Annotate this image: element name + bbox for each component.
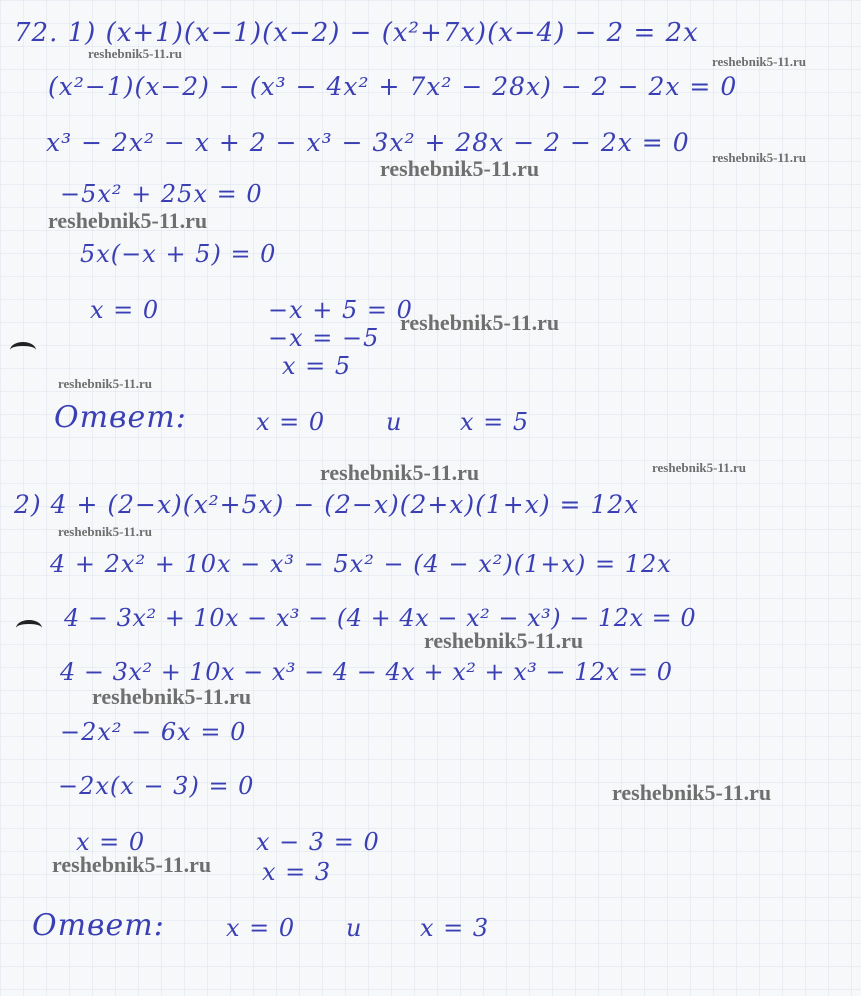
p2-answer-and: и [346, 914, 363, 942]
p1-line-4: −5x² + 25x = 0 [60, 180, 263, 208]
p2-line-1: 2) 4 + (2−x)(x²+5x) − (2−x)(2+x)(1+x) = 12x [14, 490, 640, 519]
p2-line-8: x = 3 [262, 858, 332, 886]
watermark: reshebnik5-11.ru [712, 54, 807, 69]
watermark: reshebnik5-11.ru [48, 208, 208, 233]
p2-line-7b: x − 3 = 0 [256, 828, 380, 856]
p1-line-3: x³ − 2x² − x + 2 − x³ − 3x² + 28x − 2 − 2x = 0 [46, 128, 690, 157]
p1-line-5: 5x(−x + 5) = 0 [80, 240, 277, 268]
margin-mark [10, 342, 36, 358]
watermark: reshebnik5-11.ru [58, 376, 153, 391]
p1-answer-a: x = 0 [256, 408, 326, 436]
p2-line-3: 4 − 3x² + 10x − x³ − (4 + 4x − x² − x³) − 12x = 0 [64, 604, 697, 632]
watermark: reshebnik5-11.ru [612, 780, 772, 805]
watermark: reshebnik5-11.ru [88, 46, 183, 61]
watermark: reshebnik5-11.ru [58, 524, 153, 539]
watermark: reshebnik5-11.ru [424, 628, 584, 653]
watermark: reshebnik5-11.ru [380, 156, 540, 181]
p2-line-4: 4 − 3x² + 10x − x³ − 4 − 4x + x² + x³ − 12x = 0 [60, 658, 673, 686]
watermark: reshebnik5-11.ru [400, 310, 560, 335]
p1-line-6b: −x + 5 = 0 [268, 296, 413, 324]
p2-line-2: 4 + 2x² + 10x − x³ − 5x² − (4 − x²)(1+x) = 12x [50, 550, 672, 578]
p1-line-1: 72. 1) (x+1)(x−1)(x−2) − (x²+7x)(x−4) − 2 = 2x [14, 18, 699, 48]
watermark: reshebnik5-11.ru [712, 150, 807, 165]
p2-answer-a: x = 0 [226, 914, 296, 942]
p1-line-2: (x²−1)(x−2) − (x³ − 4x² + 7x² − 28x) − 2 − 2x = 0 [48, 72, 738, 101]
p1-answer-and: и [386, 408, 403, 436]
p1-answer-b: x = 5 [460, 408, 530, 436]
p2-answer-label: Ответ: [32, 908, 165, 943]
margin-mark [16, 620, 42, 636]
p2-line-7a: x = 0 [76, 828, 146, 856]
p2-answer-b: x = 3 [420, 914, 490, 942]
p2-line-5: −2x² − 6x = 0 [60, 718, 247, 746]
p1-line-6a: x = 0 [90, 296, 160, 324]
watermark: reshebnik5-11.ru [652, 460, 747, 475]
watermark: reshebnik5-11.ru [52, 852, 212, 877]
p1-line-8: x = 5 [282, 352, 352, 380]
watermark: reshebnik5-11.ru [92, 684, 252, 709]
p2-line-6: −2x(x − 3) = 0 [58, 772, 255, 800]
p1-line-7: −x = −5 [268, 324, 380, 352]
p1-answer-label: Ответ: [54, 400, 187, 435]
watermark: reshebnik5-11.ru [320, 460, 480, 485]
